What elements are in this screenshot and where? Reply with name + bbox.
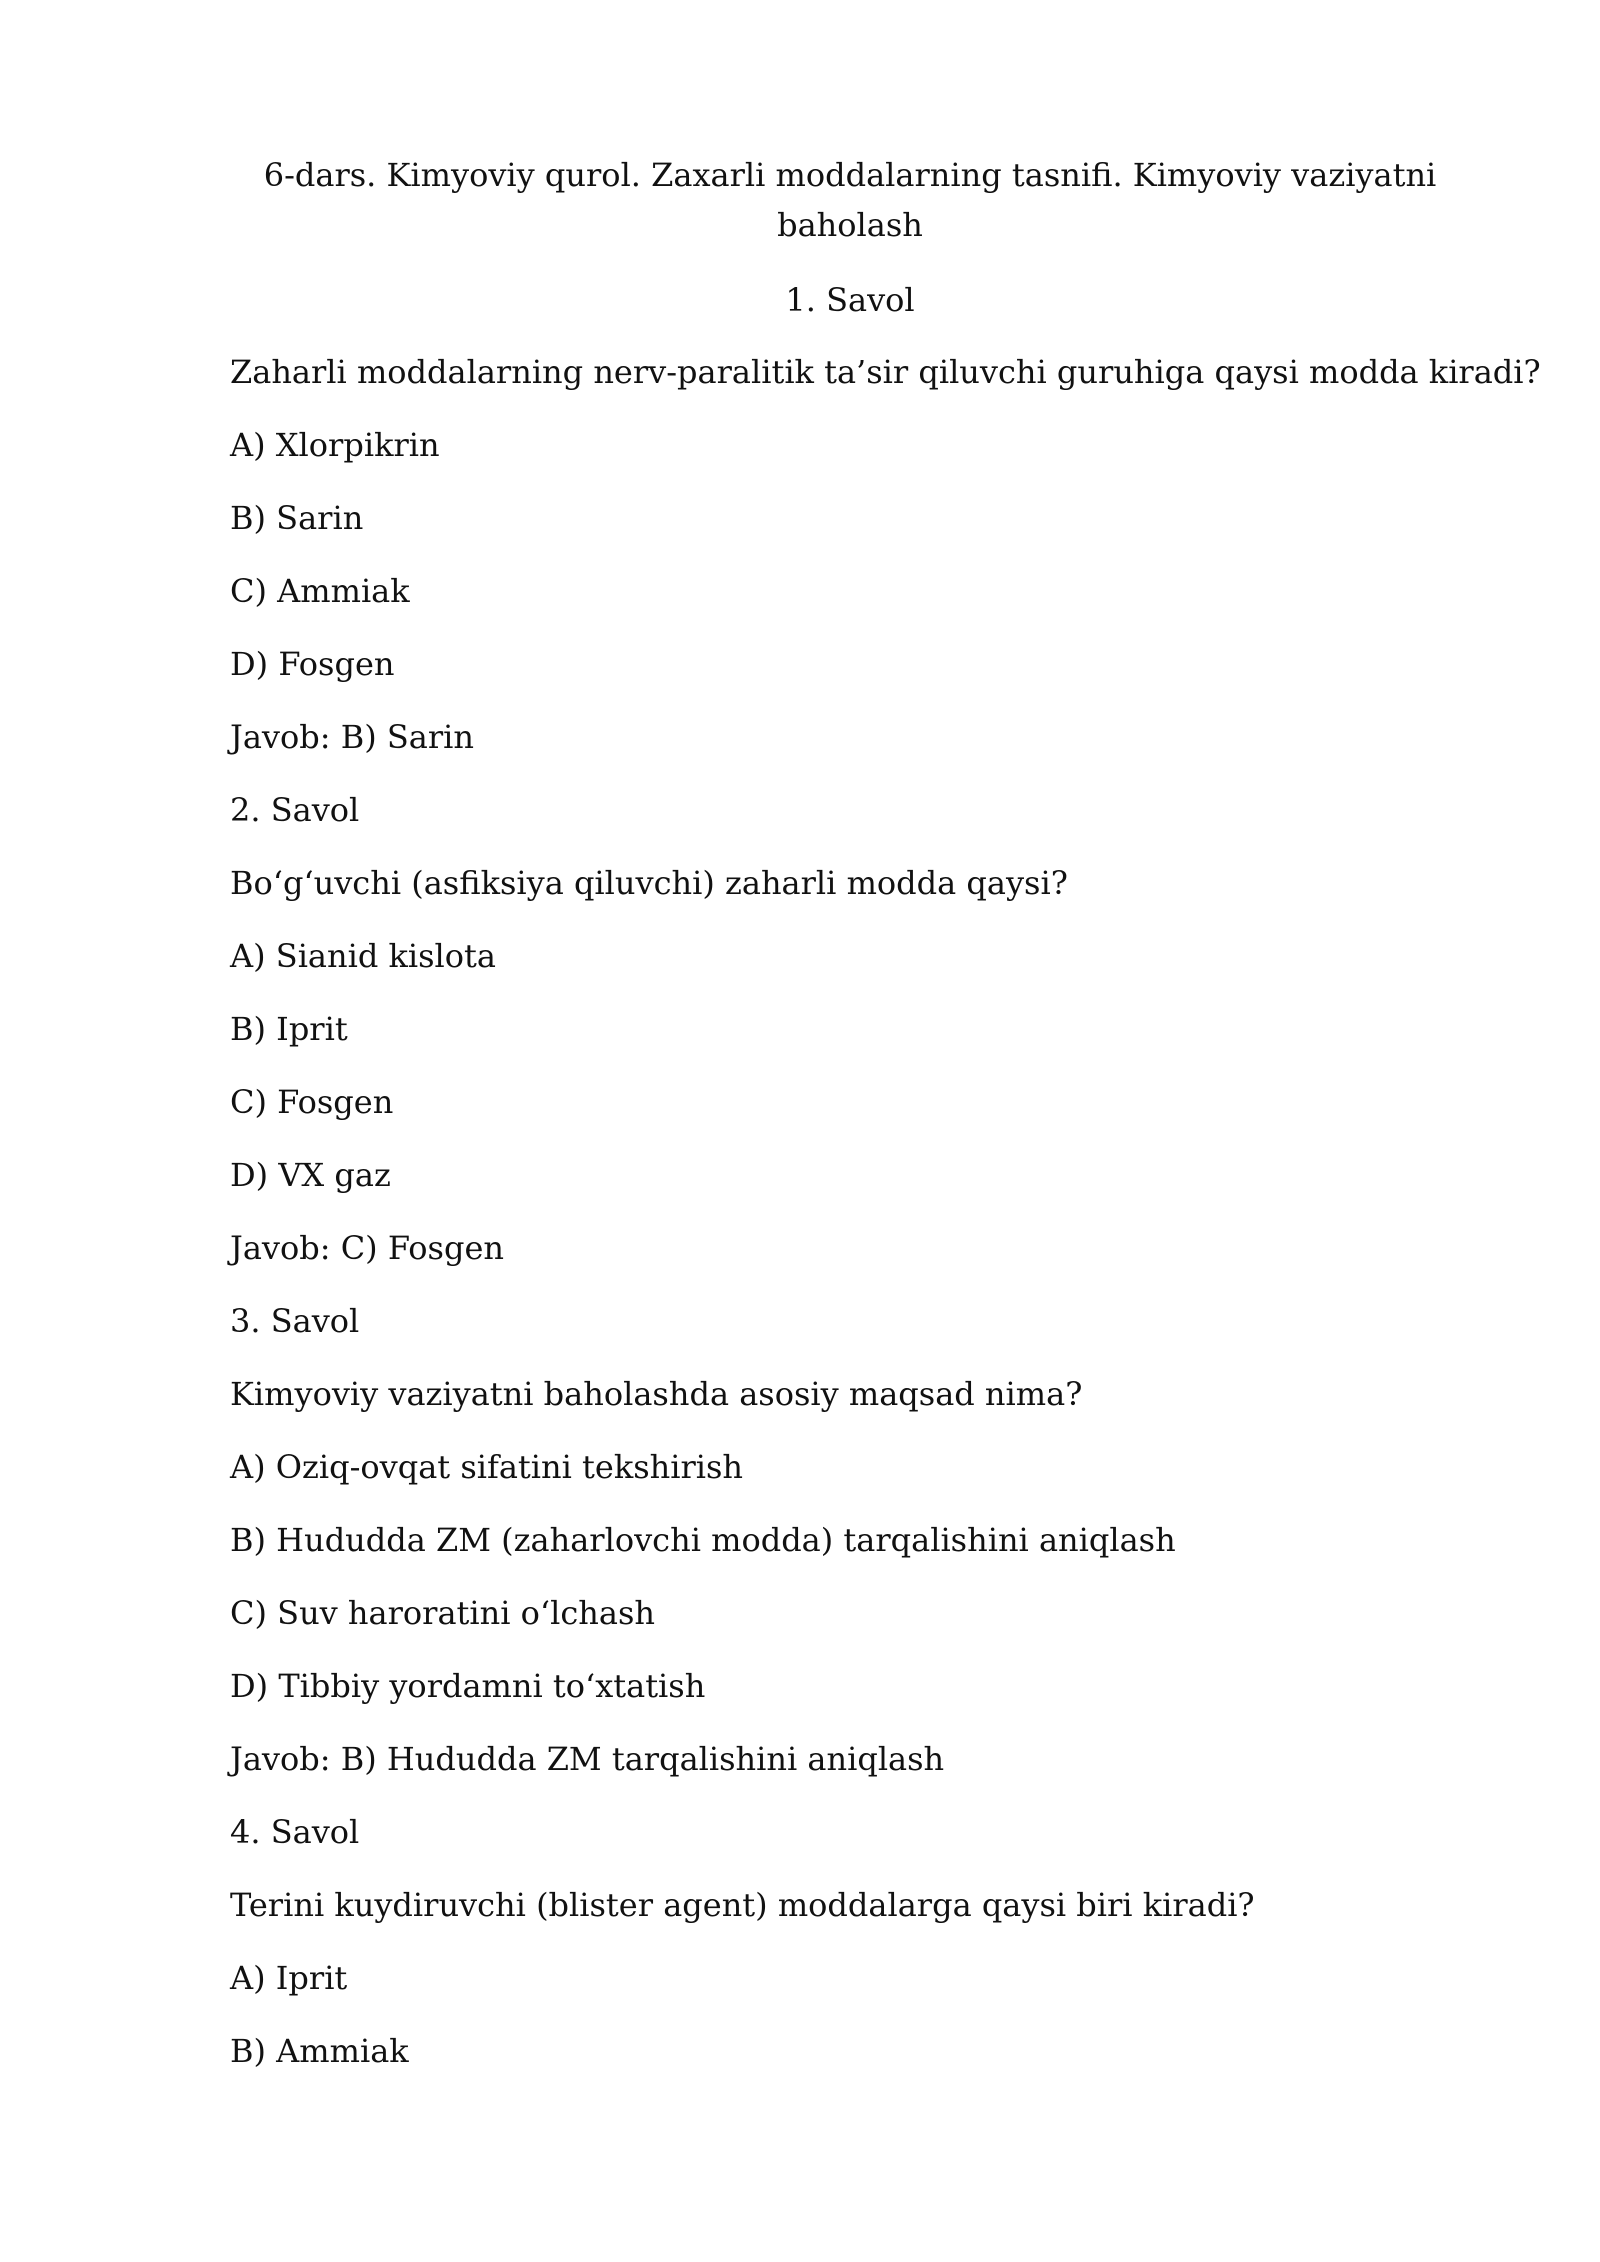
- question-1-heading: 1. Savol: [785, 281, 915, 319]
- question-3-option-d: D) Tibbiy yordamni to‘xtatish: [230, 1667, 706, 1705]
- question-2-heading: 2. Savol: [230, 791, 360, 829]
- question-4-text: Terini kuydiruvchi (blister agent) moddalarga qaysi biri kiradi?: [230, 1886, 1255, 1924]
- question-3-option-a: A) Oziq-ovqat sifatini tekshirish: [230, 1448, 744, 1486]
- question-2-answer: Javob: C) Fosgen: [230, 1229, 504, 1267]
- question-2-option-a: A) Sianid kislota: [230, 937, 496, 975]
- question-1-option-c: C) Ammiak: [230, 572, 410, 610]
- question-3-heading: 3. Savol: [230, 1302, 360, 1340]
- title-line-2: baholash: [777, 206, 923, 244]
- question-1-option-a: A) Xlorpikrin: [230, 426, 440, 464]
- page-title: [230, 150, 1470, 250]
- question-1-option-b: B) Sarin: [230, 499, 364, 537]
- question-3-text: Kimyoviy vaziyatni baholashda asosiy maqsad nima?: [230, 1375, 1083, 1413]
- question-1-answer: Javob: B) Sarin: [230, 718, 474, 756]
- question-1-text: Zaharli moddalarning nerv-paralitik ta’sir qiluvchi guruhiga qaysi modda kiradi?: [230, 353, 1541, 391]
- title-line-1: 6-dars. Kimyoviy qurol. Zaxarli moddalarning tasnifi. Kimyoviy vaziyatni: [263, 156, 1437, 194]
- question-4-option-a: A) Iprit: [230, 1959, 348, 1997]
- question-2-option-b: B) Iprit: [230, 1010, 348, 1048]
- question-4-option-b: B) Ammiak: [230, 2032, 409, 2070]
- question-2-option-c: C) Fosgen: [230, 1083, 394, 1121]
- question-3-answer: Javob: B) Hududda ZM tarqalishini aniqlash: [230, 1740, 945, 1778]
- question-3-option-b: B) Hududda ZM (zaharlovchi modda) tarqalishini aniqlash: [230, 1521, 1176, 1559]
- question-1-option-d: D) Fosgen: [230, 645, 395, 683]
- question-4-heading: 4. Savol: [230, 1813, 360, 1851]
- question-3-option-c: C) Suv haroratini o‘lchash: [230, 1594, 655, 1632]
- question-2-option-d: D) VX gaz: [230, 1156, 391, 1194]
- question-2-text: Bo‘g‘uvchi (asfiksiya qiluvchi) zaharli modda qaysi?: [230, 864, 1068, 902]
